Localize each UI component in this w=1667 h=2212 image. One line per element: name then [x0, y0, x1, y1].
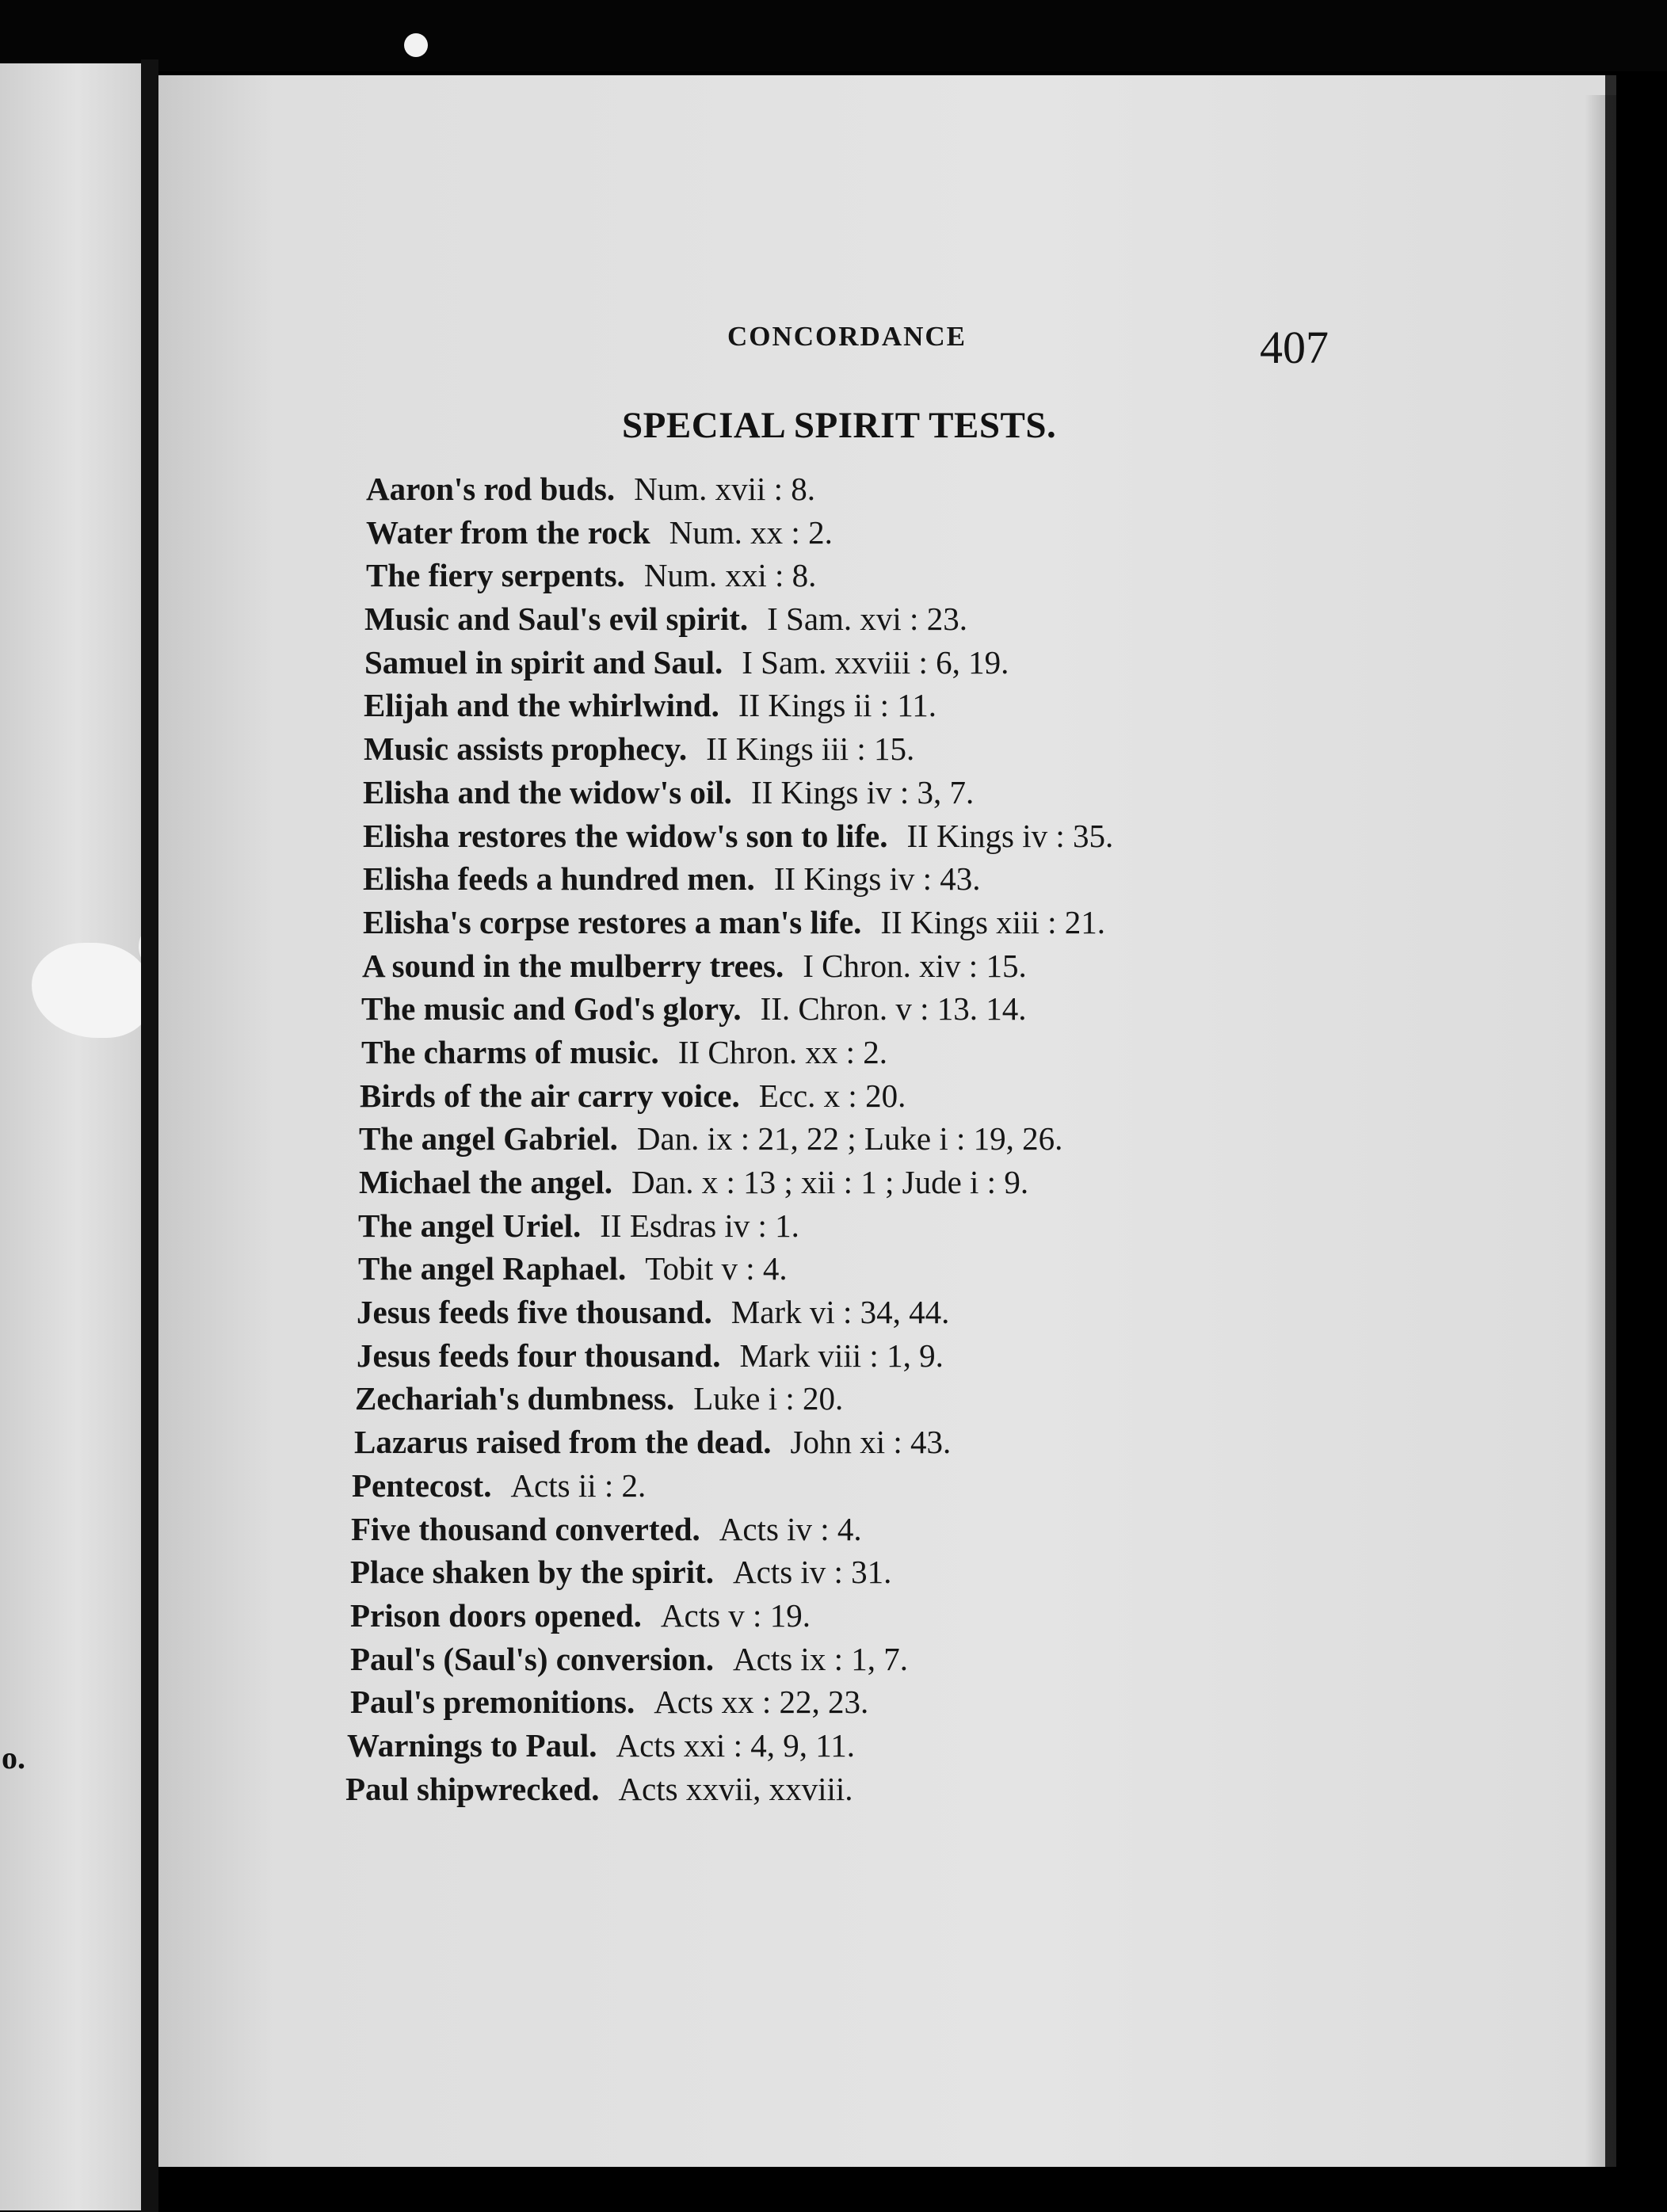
running-head: CONCORDANCE: [727, 321, 967, 352]
entry-topic: Music assists prophecy.: [364, 730, 688, 768]
concordance-entry: [361, 987, 1391, 1031]
entry-topic: The fiery serpents.: [366, 557, 625, 594]
entry-topic: The angel Raphael.: [358, 1250, 627, 1287]
entry-reference: Mark vi : 34, 44.: [731, 1294, 950, 1331]
entry-topic: A sound in the mulberry trees.: [362, 947, 784, 984]
entry-reference: Mark viii : 1, 9.: [739, 1337, 944, 1374]
entry-topic: The angel Uriel.: [358, 1207, 582, 1244]
entry-reference: Acts iv : 31.: [733, 1554, 892, 1591]
binding-hole: [404, 33, 428, 57]
entry-reference: Acts xxi : 4, 9, 11.: [616, 1726, 855, 1764]
entry-topic: Paul's premonitions.: [350, 1684, 635, 1721]
book-spine: [141, 59, 158, 2212]
entry-reference: II Kings xiii : 21.: [880, 903, 1105, 940]
entry-reference: Acts xxvii, xxviii.: [618, 1770, 853, 1807]
entry-reference: II Kings ii : 11.: [738, 687, 937, 724]
page-edge-shadow: [1585, 95, 1632, 2171]
concordance-entry: [360, 1074, 1390, 1118]
entry-reference: II. Chron. v : 13. 14.: [760, 990, 1027, 1028]
entry-topic: Water from the rock: [366, 513, 650, 551]
entry-topic: Pentecost.: [352, 1466, 492, 1504]
entry-reference: II Kings iv : 43.: [773, 860, 981, 898]
concordance-entry: [350, 1638, 1380, 1681]
entry-reference: Num. xx : 2.: [669, 513, 833, 551]
entry-topic: The angel Gabriel.: [359, 1120, 618, 1157]
entry-reference: II Chron. xx : 2.: [677, 1033, 888, 1070]
entry-topic: Jesus feeds four thousand.: [357, 1337, 721, 1374]
concordance-entry: [364, 597, 1394, 641]
entry-topic: Warnings to Paul.: [347, 1726, 597, 1764]
entry-topic: Five thousand converted.: [351, 1510, 700, 1547]
entry-reference: I Chron. xiv : 15.: [803, 947, 1027, 984]
concordance-entry: [366, 467, 1396, 511]
entry-topic: Jesus feeds five thousand.: [357, 1294, 712, 1331]
entry-reference: Luke i : 20.: [693, 1380, 844, 1417]
concordance-entry: [347, 1724, 1377, 1768]
scan-top-band: [0, 0, 1667, 71]
entry-topic: Prison doors opened.: [350, 1596, 642, 1634]
concordance-entry: [363, 814, 1393, 858]
entry-topic: Aaron's rod buds.: [366, 471, 616, 507]
entry-topic: Elisha restores the widow's son to life.: [363, 817, 888, 854]
entry-reference: Ecc. x : 20.: [758, 1077, 906, 1114]
entry-reference: Num. xxi : 8.: [643, 557, 817, 594]
entry-topic: Paul shipwrecked.: [345, 1770, 600, 1807]
concordance-entry: [355, 1377, 1385, 1421]
entry-topic: The charms of music.: [361, 1033, 659, 1070]
concordance-entry: [366, 554, 1396, 597]
concordance-entry: [357, 1334, 1387, 1378]
concordance-entry: [361, 1031, 1391, 1074]
entry-reference: John xi : 43.: [790, 1424, 952, 1461]
concordance-entry: [362, 944, 1392, 988]
entry-reference: I Sam. xxviii : 6, 19.: [742, 643, 1009, 681]
entry-reference: Num. xvii : 8.: [634, 471, 816, 507]
section-title: SPECIAL SPIRIT TESTS.: [622, 405, 1057, 446]
concordance-entry: [363, 857, 1393, 901]
entry-topic: Michael the angel.: [359, 1164, 612, 1200]
entry-reference: II Kings iv : 35.: [906, 817, 1114, 854]
concordance-entry: [352, 1464, 1382, 1508]
entry-reference: Acts v : 19.: [660, 1596, 811, 1634]
entry-reference: Tobit v : 4.: [645, 1250, 788, 1287]
entry-topic: Birds of the air carry voice.: [360, 1077, 740, 1114]
entry-reference: Acts ii : 2.: [510, 1466, 647, 1504]
entry-topic: Elisha feeds a hundred men.: [363, 860, 755, 898]
entry-topic: Zechariah's dumbness.: [355, 1380, 675, 1417]
concordance-list: [345, 467, 1396, 1810]
entry-topic: Elisha's corpse restores a man's life.: [363, 903, 862, 940]
concordance-entry: [359, 1117, 1389, 1161]
entry-topic: Music and Saul's evil spirit.: [364, 601, 749, 638]
concordance-entry: [366, 511, 1396, 555]
entry-topic: Paul's (Saul's) conversion.: [350, 1640, 715, 1677]
page-number: 407: [1260, 322, 1329, 373]
entry-topic: Lazarus raised from the dead.: [354, 1424, 772, 1461]
concordance-entry: [350, 1594, 1380, 1638]
concordance-entry: [351, 1508, 1381, 1551]
concordance-entry: [363, 901, 1393, 944]
concordance-entry: [350, 1550, 1380, 1594]
concordance-entry: [354, 1421, 1384, 1464]
entry-reference: I Sam. xvi : 23.: [767, 601, 967, 638]
concordance-entry: [345, 1768, 1375, 1811]
entry-reference: Acts xx : 22, 23.: [654, 1684, 869, 1721]
concordance-entry: [358, 1204, 1388, 1248]
concordance-entry: [350, 1680, 1380, 1724]
entry-topic: Elisha and the widow's oil.: [363, 773, 732, 810]
entry-reference: II Esdras iv : 1.: [600, 1207, 799, 1244]
entry-topic: Elijah and the whirlwind.: [364, 687, 719, 724]
entry-reference: II Kings iv : 3, 7.: [750, 773, 975, 810]
concordance-entry: [364, 684, 1394, 727]
concordance-entry: [364, 641, 1394, 685]
entry-topic: The music and God's glory.: [361, 990, 742, 1028]
entry-topic: Samuel in spirit and Saul.: [364, 643, 723, 681]
concordance-entry: [359, 1161, 1389, 1204]
concordance-entry: [358, 1247, 1388, 1291]
paper-stain: [32, 943, 151, 1038]
entry-reference: Dan. ix : 21, 22 ; Luke i : 19, 26.: [636, 1120, 1063, 1157]
entry-reference: II Kings iii : 15.: [706, 730, 915, 768]
entry-reference: Acts iv : 4.: [719, 1510, 862, 1547]
facing-page-text-fragment: o.: [2, 1740, 25, 1775]
concordance-entry: [357, 1291, 1387, 1334]
facing-page-edge: [0, 63, 141, 2210]
concordance-entry: [364, 727, 1394, 771]
entry-reference: Dan. x : 13 ; xii : 1 ; Jude i : 9.: [631, 1164, 1029, 1200]
entry-reference: Acts ix : 1, 7.: [733, 1640, 908, 1677]
entry-topic: Place shaken by the spirit.: [350, 1554, 714, 1591]
concordance-entry: [363, 771, 1393, 814]
